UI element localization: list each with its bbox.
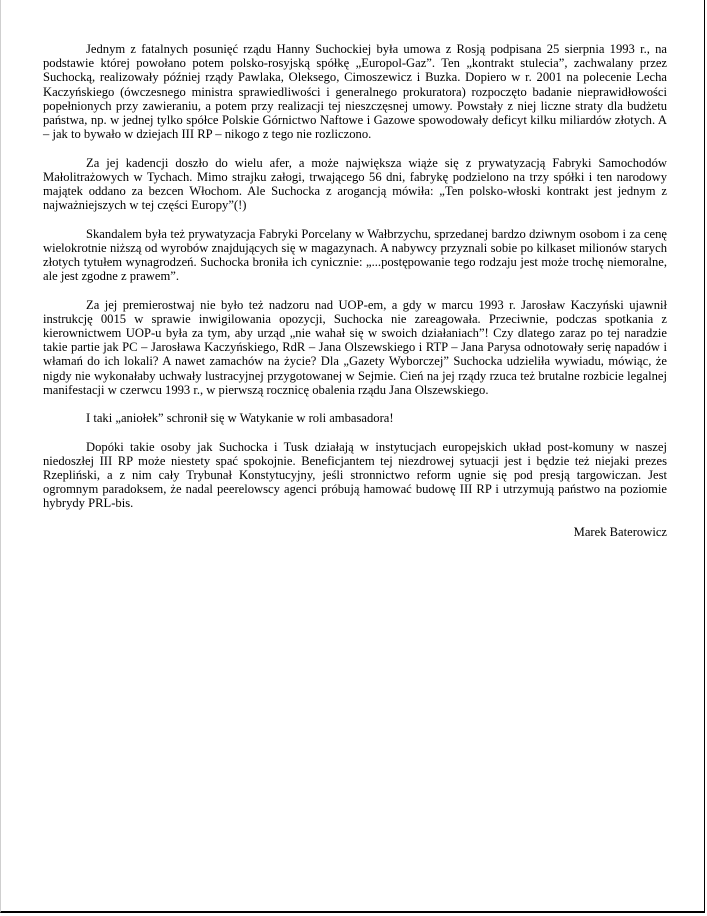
paragraph-1: Jednym z fatalnych posunięć rządu Hanny Suchockiej była umowa z Rosją podpisana 25 sierpnia 1993 r., na podstawie której powołano potem polsko-rosyjską spółkę „Europol-Gaz”. Ten „kontrakt stulecia”, zachwalany przez Suchocką, realizowały później rządy Pawlaka, Oleksego, Cimoszewicz i Buzka. Dopiero w r. 2001 na polecenie Lecha Kaczyńskiego (ówczesnego ministra sprawiedliwości i generalnego prokuratora) rozpoczęto badanie nieprawidłowości popełnionych przy zawieraniu, a potem przy realizacji tej nieszczęsnej umowy. Powstały z niej liczne straty dla budżetu państwa, np. w jednej tylko spółce Polskie Górnictwo Naftowe i Gazowe spowodowały deficyt kilku miliardów złotych. A – jak to bywało w dziejach III RP – nikogo z tego nie rozliczono.: [43, 42, 667, 142]
paragraph-3: Skandalem była też prywatyzacja Fabryki Porcelany w Wałbrzychu, sprzedanej bardzo dziwnym osobom i za cenę wielokrotnie niższą od wyrobów znajdujących się w magazynach. A nabywcy przyznali sobie po kilkaset milionów starych złotych tytułem wynagrodzeń. Suchocka broniła ich cynicznie: „...postępowanie tego rodzaju jest może trochę niemoralne, ale jest zgodne z prawem”.: [43, 226, 667, 284]
paragraph-4: Za jej premierostwaj nie było też nadzoru nad UOP-em, a gdy w marcu 1993 r. Jarosław Kaczyński ujawnił instrukcję 0015 w sprawie inwigilowania opozycji, Suchocka nie zareagowała. Przeciwnie, podczas spotkania z kierownictwem UOP-u była za tym, aby urząd „nie wahał się w swoich działaniach”! Czy dlatego zaraz po tej naradzie takie partie jak PC – Jarosława Kaczyńskiego, RdR – Jana Olszewskiego i RTP – Jana Parysa odnotowały serię napadów i włamań do ich lokali? A nawet zamachów na życie? Dla „Gazety Wyborczej” Suchocka udzieliła wywiadu, mówiąc, że nigdy nie wykonałaby uchwały lustracyjnej przygotowanej w Sejmie. Cień na jej rządy rzuca też brutalne rozbicie legalnej manifestacji w czerwcu 1993 r., w pierwszą rocznicę obalenia rządu Jana Olszewskiego.: [43, 297, 667, 397]
author-signature: Marek Baterowicz: [573, 524, 667, 539]
paragraph-2: Za jej kadencji doszło do wielu afer, a może największa wiąże się z prywatyzacją Fabryki Samochodów Małolitrażowych w Tychach. Mimo strajku załogi, trwającego 56 dni, fabrykę podzielono na trzy spółki i ten narodowy majątek oddano za bezcen Włochom. Ale Suchocka z arogancją mówiła: „Ten polsko-włoski kontrakt jest jednym z najważniejszych w tej części Europy”(!): [43, 155, 667, 213]
paragraph-5: I taki „aniołek” schronił się w Watykanie w roli ambasadora!: [86, 411, 394, 426]
document-body: [43, 42, 667, 539]
paragraph-6: Dopóki takie osoby jak Suchocka i Tusk działają w instytucjach europejskich układ post-komuny w naszej niedoszłej III RP może niestety spać spokojnie. Beneficjantem tej niezdrowej sytuacji jest i będzie też niejaki prezes Rzepliński, a z nim cały Trybunał Konstytucyjny, jeśli stronnictwo reform ugnie się pod presją targowiczan. Jest ogromnym paradoksem, że nadal peerelowscy agenci próbują hamować budowę III RP i utrzymują państwo na poziomie hybrydy PRL-bis.: [43, 439, 667, 511]
